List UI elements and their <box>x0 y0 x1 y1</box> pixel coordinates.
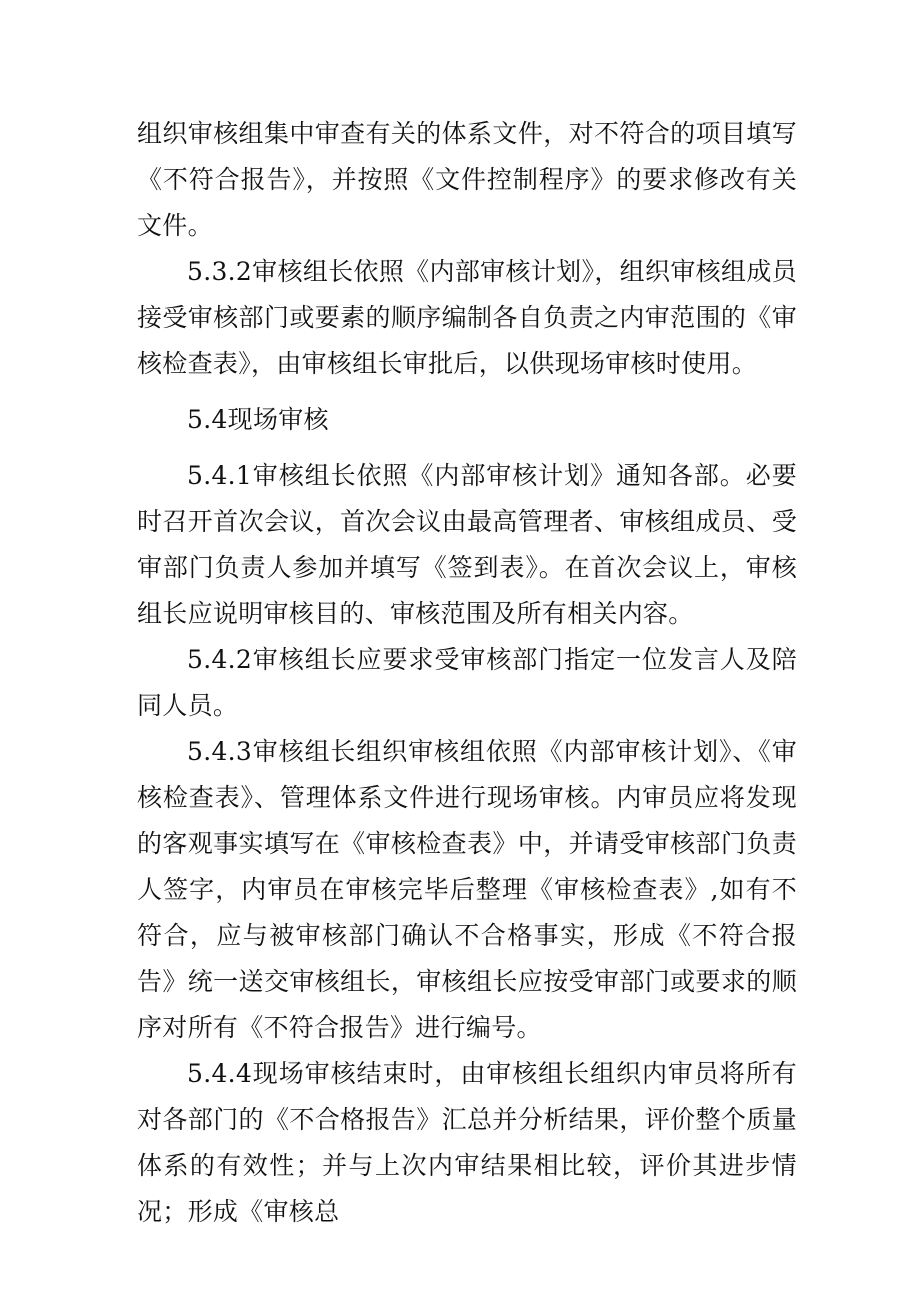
paragraph-continuation: 组织审核组集中审查有关的体系文件，对不符合的项目填写《不符合报告》，并按照《文件控制程序》的要求修改有关文件。 <box>137 119 797 240</box>
paragraph-5-4-2: 5.4.2审核组长应要求受审核部门指定一位发言人及陪同人员。 <box>137 645 797 720</box>
paragraph-5-4-3: 5.4.3审核组长组织审核组依照《内部审核计划》、《审核检查表》、管理体系文件进行现场审核。内审员应将发现的客观事实填写在《审核检查表》中，并请受审核部门负责人签字，内审员在审核完毕后整理《审核检查表》,如有不符合，应与被审核部门确认不合格事实，形成《不符合报告》统一送交审核组长，审核组长应按受审部门或要求的顺序对所有《不符合报告》进行编号。 <box>137 737 797 1042</box>
paragraph-5-3-2: 5.3.2审核组长依照《内部审核计划》，组织审核组成员接受审核部门或要素的顺序编制各自负责之内审范围的《审核检查表》，由审核组长审批后，以供现场审核时使用。 <box>137 257 797 378</box>
paragraph-5-4-4: 5.4.4现场审核结束时，由审核组长组织内审员将所有对各部门的《不合格报告》汇总并分析结果，评价整个质量体系的有效性；并与上次内审结果相比较，评价其进步情况；形成《审核总 <box>137 1059 797 1226</box>
paragraph-5-4-1: 5.4.1审核组长依照《内部审核计划》通知各部。必要时召开首次会议，首次会议由最高管理者、审核组成员、受审部门负责人参加并填写《签到表》。在首次会议上，审核组长应说明审核目的、审核范围及所有相关内容。 <box>137 461 797 628</box>
section-heading-5-4: 5.4现场审核 <box>187 405 329 434</box>
document-body <box>137 111 797 1235</box>
